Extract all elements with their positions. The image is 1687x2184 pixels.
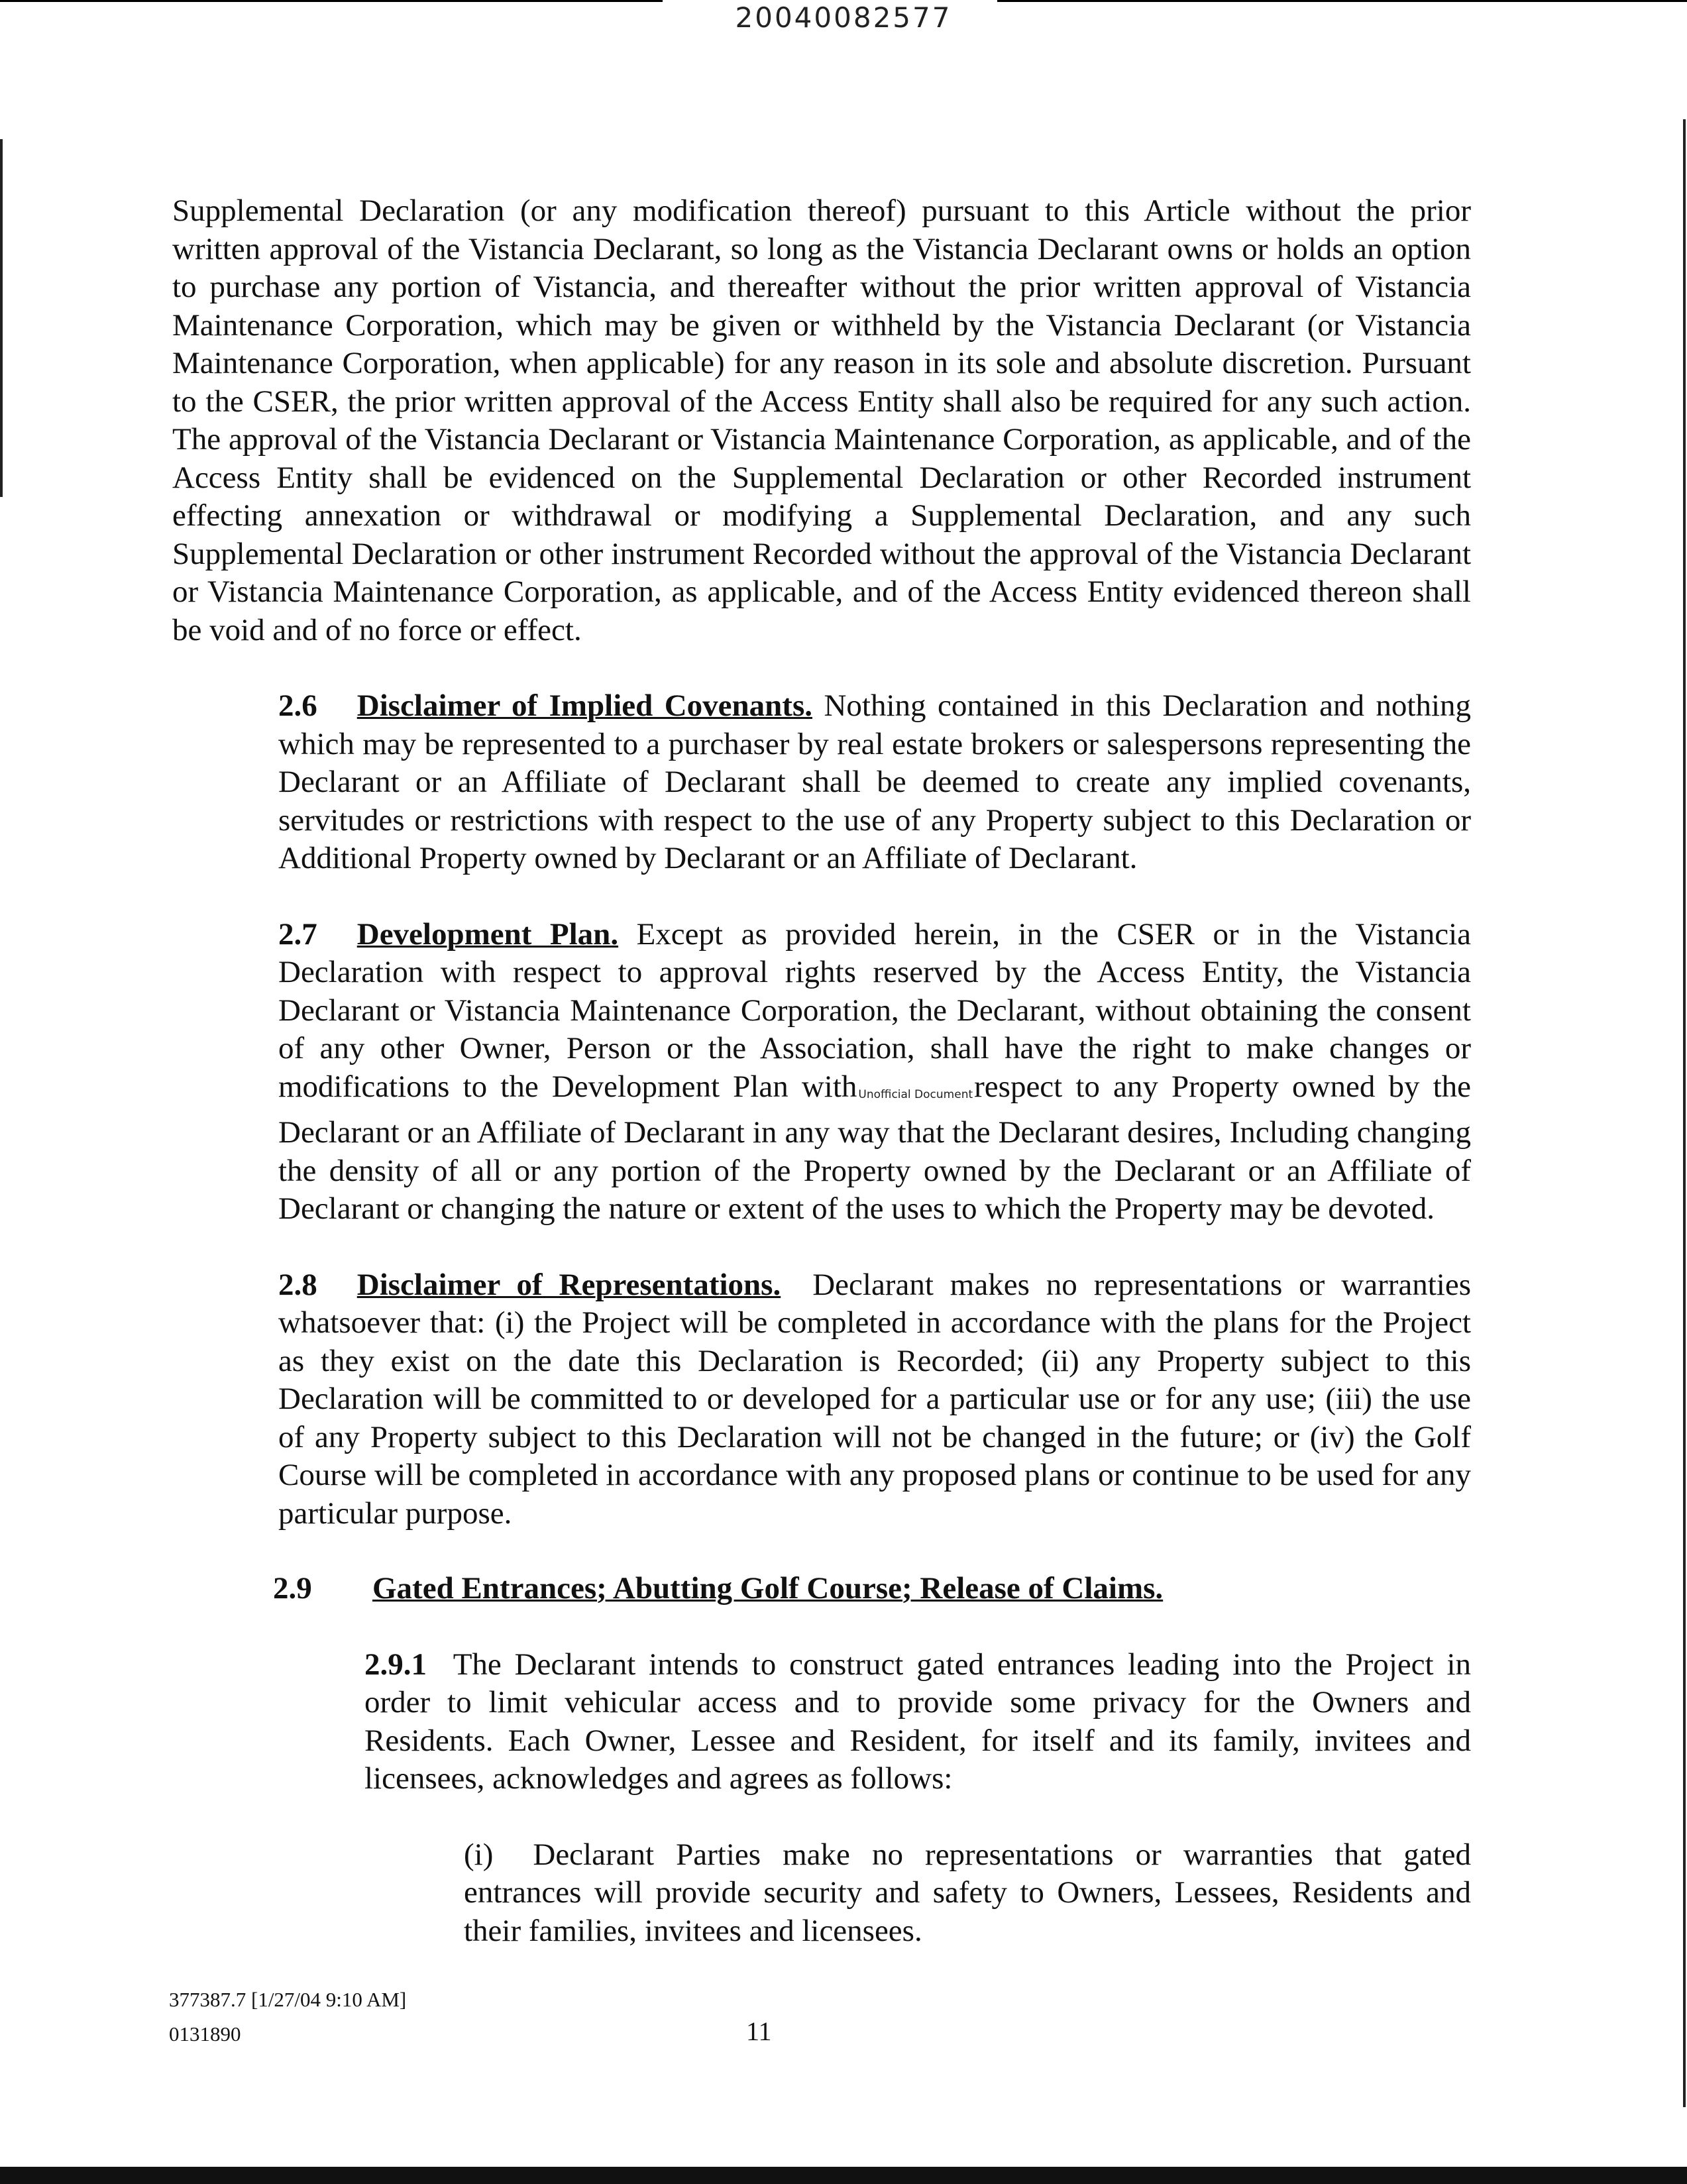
section-title: Gated Entrances; Abutting Golf Course; Release of Claims.	[372, 1571, 1164, 1606]
footer-reference	[169, 1983, 406, 2051]
item-body: Declarant Parties make no representations or warranties that gated entrances will provide security and safety to Owners, Lessees, Residents and their families, invitees and licensees.	[464, 1837, 1471, 1948]
section-2-6	[172, 687, 1471, 878]
subsection-body: The Declarant intends to construct gated entrances leading into the Project in order to limit vehicular access and to provide some privacy for the Owners and Residents. Each Owner, Lessee and Resident, for itself and its family, invitees and licensees, acknowledges and agrees as follows:	[364, 1647, 1472, 1796]
document-body	[172, 192, 1471, 1950]
section-title: Disclaimer of Implied Covenants.	[356, 688, 812, 723]
section-2-8	[172, 1266, 1471, 1533]
section-number: 2.8	[278, 1267, 317, 1302]
section-body: Declarant makes no representations or warranties whatsoever that: (i) the Project will be completed in accordance with the plans for the Project as they exist on the date this Declaration is Recorded; (ii) any Property subject to this Declaration will be committed to or developed for a particular use or for any use; (iii) the use of any Property subject to this Declaration will not be changed in the future; or (iv) the Golf Course will be completed in accordance with any proposed plans or continue to be used for any particular purpose.	[278, 1267, 1471, 1531]
section-body: Except as provided herein, in the CSER or in the Vistancia Declaration with respect to approval rights reserved by the Access Entity, the Vistancia Declarant or Vistancia Maintenance Corporation, the Declarant, without obtaining the consent of any other Owner, Person or the Association, shall have the right to make changes or modifications to the Development Plan with	[278, 916, 1471, 1104]
scan-edge-bottom	[0, 2167, 1687, 2184]
recording-number: 20040082577	[735, 1, 952, 34]
item-i	[172, 1836, 1471, 1951]
footer-doc-ref: 377387.7 [1/27/04 9:10 AM]	[169, 1988, 407, 2011]
section-title: Development Plan.	[356, 916, 619, 952]
scan-edge-left	[0, 139, 3, 497]
section-2-9-1	[172, 1646, 1471, 1798]
section-number: 2.6	[278, 688, 317, 723]
subsection-number: 2.9.1	[364, 1647, 427, 1682]
section-body-continued: respect to any Property owned by the Declarant or an Affiliate of Declarant in any way that the Declarant desires, Including changing the density of all or any portion of the Property owned by the Declarant or an Affiliate of Declarant or changing the nature or extent of the uses to which the Property may be devoted.	[278, 1069, 1471, 1226]
section-number: 2.7	[278, 916, 317, 952]
scan-edge-right	[1683, 119, 1686, 2107]
section-title: Disclaimer of Representations.	[356, 1267, 781, 1302]
item-marker: (i)	[464, 1837, 494, 1872]
page-number: 11	[746, 2016, 772, 2046]
section-2-7	[172, 916, 1471, 1228]
section-2-9-heading	[172, 1570, 1471, 1608]
footer-doc-code: 0131890	[169, 2022, 241, 2046]
intro-paragraph: Supplemental Declaration (or any modification thereof) pursuant to this Article without the prior written approval of the Vistancia Declarant, so long as the Vistancia Declarant owns or holds an option to purchase any portion of Vistancia, and thereafter without the prior written approval of Vistancia Maintenance Corporation, which may be given or withheld by the Vistancia Declarant (or Vistancia Maintenance Corporation, when applicable) for any reason in its sole and absolute discretion. Pursuant to the CSER, the prior written approval of the Access Entity shall also be required for any such action. The approval of the Vistancia Declarant or Vistancia Maintenance Corporation, as applicable, and of the Access Entity shall be evidenced on the Supplemental Declaration or other Recorded instrument effecting annexation or withdrawal or modifying a Supplemental Declaration, and any such Supplemental Declaration or other instrument Recorded without the approval of the Vistancia Declarant or Vistancia Maintenance Corporation, as applicable, and of the Access Entity evidenced thereon shall be void and of no force or effect.	[172, 193, 1471, 647]
section-number: 2.9	[273, 1571, 312, 1606]
section-body: Nothing contained in this Declaration and nothing which may be represented to a purchaser by real estate brokers or salespersons representing the Declarant or an Affiliate of Declarant shall be deemed to create any implied covenants, servitudes or restrictions with respect to the use of any Property subject to this Declaration or Additional Property owned by Declarant or an Affiliate of Declarant.	[278, 688, 1472, 875]
unofficial-document-stamp: Unofficial Document	[858, 1087, 973, 1101]
